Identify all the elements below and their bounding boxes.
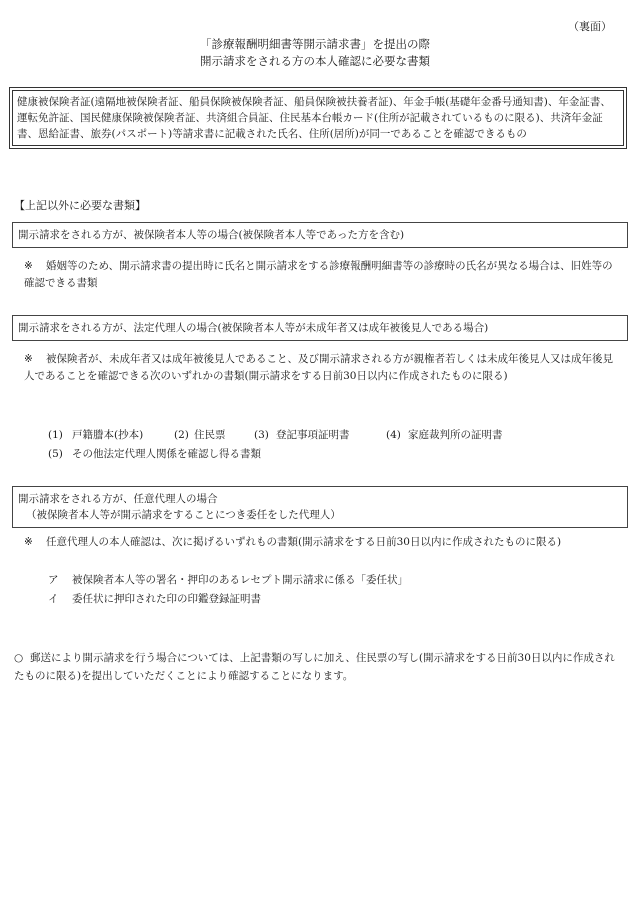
section-voluntary-agent-note <box>24 534 620 551</box>
footer-text: 郵送により開示請求を行う場合については、上記書類の写しに加え、住民票の写し(開示請求をする日前30日以内に作成されたものに限る)を提出していただくことにより確認することになります。 <box>14 652 615 682</box>
section-legal-representative-note <box>24 351 620 385</box>
section-insured-person-note <box>24 258 620 292</box>
section-voluntary-agent-box <box>12 486 628 528</box>
note-mark: ※ <box>24 536 33 548</box>
list-item: (1) 戸籍謄本(抄本) (2) 住民票 (3) 登記事項証明書 (4) 家庭裁判所の証明書 <box>48 429 503 441</box>
note-mark: ※ <box>24 353 33 365</box>
list-item: イ 委任状に押印された印の印鑑登録証明書 <box>48 593 261 605</box>
page-side-label: （裏面） <box>568 20 612 33</box>
note-text: 被保険者が、未成年者又は成年被後見人であること、及び開示請求される方が親権者若しくは未成年後見人又は成年後見人であることを確認できる次のいずれかの書類(開示請求をする日前30日以内に作成されたものに限る) <box>24 353 613 382</box>
agent-documents-list <box>48 571 608 609</box>
identity-documents-box: 健康被保険者証(遠隔地被保険者証、船員保険被保険者証、船員保険被扶養者証)、年金手帳(基礎年金番号通知書)、年金証書、運転免許証、国民健康保険被保険者証、共済組合員証、住民基本台帳カード(住所が記載されているものに限る)、共済年金証書、恩給証書、旅券(パスポート)等請求書に記載された氏名、住所(居所)が同一であることを確認できるもの <box>12 90 624 146</box>
mail-request-note <box>14 649 622 685</box>
note-text: 任意代理人の本人確認は、次に掲げるいずれもの書類(開示請求をする日前30日以内に作成されたものに限る) <box>46 536 562 548</box>
note-mark: ※ <box>24 260 33 272</box>
title-line-2: 開示請求をされる方の本人確認に必要な書類 <box>200 54 430 68</box>
box-line-2: （被保険者本人等が開示請求をすることにつき委任をした代理人） <box>26 509 341 521</box>
circle-mark: ○ <box>14 652 24 664</box>
note-text: 婚姻等のため、開示請求書の提出時に氏名と開示請求をする診療報酬明細書等の診療時の氏名が異なる場合は、旧姓等の確認できる書類 <box>24 260 613 289</box>
list-item: ア 被保険者本人等の署名・押印のあるレセプト開示請求に係る「委任状」 <box>48 574 408 586</box>
other-docs-heading: 【上記以外に必要な書類】 <box>14 199 146 212</box>
title-line-1: 「診療報酬明細書等開示請求書」を提出の際 <box>200 37 430 51</box>
list-item: (5) その他法定代理人関係を確認し得る書類 <box>48 448 261 460</box>
legal-documents-list <box>48 426 608 464</box>
section-insured-person-box: 開示請求をされる方が、被保険者本人等の場合(被保険者本人等であった方を含む) <box>12 222 628 248</box>
section-legal-representative-box: 開示請求をされる方が、法定代理人の場合(被保険者本人等が未成年者又は成年被後見人である場合) <box>12 315 628 341</box>
box-line-1: 開示請求をされる方が、任意代理人の場合 <box>18 493 218 505</box>
page-title <box>0 36 630 70</box>
